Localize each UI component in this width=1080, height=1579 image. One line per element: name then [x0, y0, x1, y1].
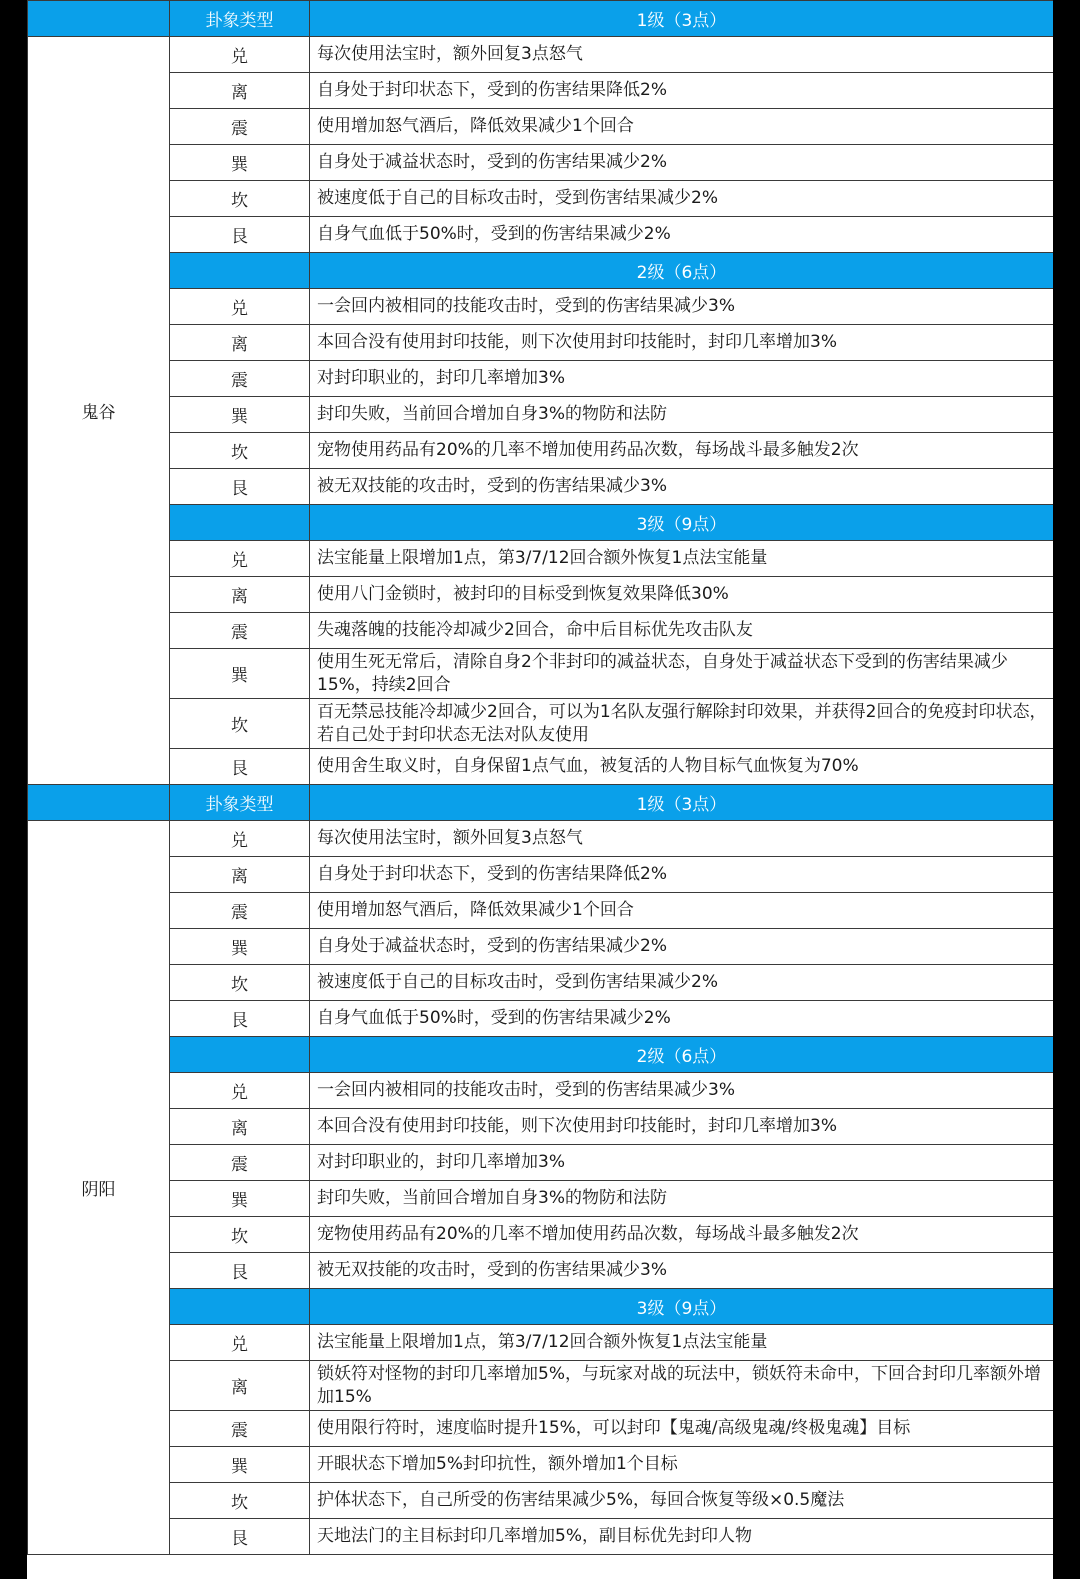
trigram-cell: 离: [170, 577, 310, 613]
trigram-cell: 坎: [170, 1217, 310, 1253]
trigram-cell: 兑: [170, 37, 310, 73]
table-row: [28, 1145, 1054, 1181]
trigram-cell: 艮: [170, 1253, 310, 1289]
trigram-cell: 艮: [170, 1001, 310, 1037]
effect-description: 一会回内被相同的技能攻击时，受到的伤害结果减少3%: [310, 1073, 1054, 1109]
level-title: 3级（9点）: [310, 505, 1054, 541]
table-row: [28, 145, 1054, 181]
header-blank-cell: [28, 785, 170, 821]
table-row: [28, 893, 1054, 929]
trigram-cell: 离: [170, 325, 310, 361]
level-header-row: [28, 1037, 1054, 1073]
table-row: [28, 469, 1054, 505]
trigram-cell: 巽: [170, 929, 310, 965]
table-row: [28, 613, 1054, 649]
trigram-cell: 坎: [170, 699, 310, 749]
trigram-cell: 离: [170, 857, 310, 893]
skill-table-sheet: [27, 0, 1053, 1579]
table-row: [28, 857, 1054, 893]
effect-description: 百无禁忌技能冷却减少2回合，可以为1名队友强行解除封印效果，并获得2回合的免疫封印状态，若自己处于封印状态无法对队友使用: [310, 699, 1054, 749]
table-row: [28, 217, 1054, 253]
effect-description: 使用舍生取义时，自身保留1点气血，被复活的人物目标气血恢复为70%: [310, 749, 1054, 785]
trigram-cell: 震: [170, 109, 310, 145]
level-header-row: [28, 505, 1054, 541]
effect-description: 封印失败，当前回合增加自身3%的物防和法防: [310, 397, 1054, 433]
effect-description: 自身处于封印状态下，受到的伤害结果降低2%: [310, 857, 1054, 893]
sect-name: 阴阳: [28, 821, 170, 1555]
table-row: [28, 1483, 1054, 1519]
trigram-cell: 震: [170, 361, 310, 397]
trigram-cell: 艮: [170, 749, 310, 785]
trigram-cell: 兑: [170, 1073, 310, 1109]
effect-description: 使用增加怒气酒后，降低效果减少1个回合: [310, 893, 1054, 929]
effect-description: 每次使用法宝时，额外回复3点怒气: [310, 37, 1054, 73]
header-type-label: 卦象类型: [170, 785, 310, 821]
trigram-cell: 艮: [170, 469, 310, 505]
trigram-cell: 坎: [170, 1483, 310, 1519]
level-header-row: [28, 253, 1054, 289]
trigram-cell: 巽: [170, 1181, 310, 1217]
table-row: [28, 1001, 1054, 1037]
level-title: 1级（3点）: [310, 1, 1054, 37]
table-row: [28, 749, 1054, 785]
effect-description: 开眼状态下增加5%封印抗性，额外增加1个目标: [310, 1447, 1054, 1483]
effect-description: 自身处于减益状态时，受到的伤害结果减少2%: [310, 929, 1054, 965]
effect-description: 自身处于减益状态时，受到的伤害结果减少2%: [310, 145, 1054, 181]
trigram-cell: 巽: [170, 397, 310, 433]
trigram-cell: 兑: [170, 821, 310, 857]
trigram-cell: 兑: [170, 541, 310, 577]
effect-description: 自身气血低于50%时，受到的伤害结果减少2%: [310, 1001, 1054, 1037]
effect-description: 天地法门的主目标封印几率增加5%，副目标优先封印人物: [310, 1519, 1054, 1555]
trigram-cell: 艮: [170, 217, 310, 253]
level-blank-cell: [170, 505, 310, 541]
table-row: [28, 1181, 1054, 1217]
trigram-cell: 震: [170, 1145, 310, 1181]
sect-name: 鬼谷: [28, 37, 170, 785]
header-type-label: 卦象类型: [170, 1, 310, 37]
table-row: [28, 649, 1054, 699]
trigram-cell: 坎: [170, 181, 310, 217]
section-header-row: [28, 1, 1054, 37]
effect-description: 锁妖符对怪物的封印几率增加5%，与玩家对战的玩法中，锁妖符未命中，下回合封印几率额外增加15%: [310, 1361, 1054, 1411]
trigram-cell: 震: [170, 1411, 310, 1447]
table-row: [28, 1447, 1054, 1483]
trigram-cell: 离: [170, 73, 310, 109]
effect-description: 对封印职业的，封印几率增加3%: [310, 361, 1054, 397]
table-row: [28, 1519, 1054, 1555]
trigram-cell: 坎: [170, 433, 310, 469]
trigram-cell: 艮: [170, 1519, 310, 1555]
table-row: [28, 699, 1054, 749]
trigram-cell: 巽: [170, 649, 310, 699]
table-row: [28, 109, 1054, 145]
level-title: 1级（3点）: [310, 785, 1054, 821]
trigram-cell: 震: [170, 613, 310, 649]
trigram-cell: 离: [170, 1109, 310, 1145]
table-row: [28, 929, 1054, 965]
table-row: [28, 1411, 1054, 1447]
level-title: 2级（6点）: [310, 253, 1054, 289]
table-row: [28, 577, 1054, 613]
effect-description: 被速度低于自己的目标攻击时，受到伤害结果减少2%: [310, 965, 1054, 1001]
effect-description: 对封印职业的，封印几率增加3%: [310, 1145, 1054, 1181]
header-blank-cell: [28, 1, 170, 37]
effect-description: 被速度低于自己的目标攻击时，受到伤害结果减少2%: [310, 181, 1054, 217]
table-row: [28, 37, 1054, 73]
effect-description: 法宝能量上限增加1点，第3/7/12回合额外恢复1点法宝能量: [310, 541, 1054, 577]
effect-description: 每次使用法宝时，额外回复3点怒气: [310, 821, 1054, 857]
table-row: [28, 325, 1054, 361]
section-header-row: [28, 785, 1054, 821]
effect-description: 一会回内被相同的技能攻击时，受到的伤害结果减少3%: [310, 289, 1054, 325]
table-row: [28, 821, 1054, 857]
effect-description: 本回合没有使用封印技能，则下次使用封印技能时，封印几率增加3%: [310, 325, 1054, 361]
trigram-cell: 兑: [170, 1325, 310, 1361]
table-row: [28, 1325, 1054, 1361]
effect-description: 被无双技能的攻击时，受到的伤害结果减少3%: [310, 1253, 1054, 1289]
effect-description: 宠物使用药品有20%的几率不增加使用药品次数，每场战斗最多触发2次: [310, 433, 1054, 469]
effect-description: 自身处于封印状态下，受到的伤害结果降低2%: [310, 73, 1054, 109]
table-row: [28, 965, 1054, 1001]
level-header-row: [28, 1289, 1054, 1325]
table-row: [28, 1073, 1054, 1109]
table-row: [28, 181, 1054, 217]
level-blank-cell: [170, 253, 310, 289]
trigram-cell: 兑: [170, 289, 310, 325]
effect-description: 使用增加怒气酒后，降低效果减少1个回合: [310, 109, 1054, 145]
table-row: [28, 289, 1054, 325]
effect-description: 使用限行符时，速度临时提升15%，可以封印【鬼魂/高级鬼魂/终极鬼魂】目标: [310, 1411, 1054, 1447]
table-row: [28, 1253, 1054, 1289]
trigram-cell: 巽: [170, 145, 310, 181]
trigram-skill-table: [27, 0, 1053, 1555]
trigram-cell: 震: [170, 893, 310, 929]
level-title: 3级（9点）: [310, 1289, 1054, 1325]
level-blank-cell: [170, 1037, 310, 1073]
table-row: [28, 433, 1054, 469]
effect-description: 本回合没有使用封印技能，则下次使用封印技能时，封印几率增加3%: [310, 1109, 1054, 1145]
effect-description: 法宝能量上限增加1点，第3/7/12回合额外恢复1点法宝能量: [310, 1325, 1054, 1361]
effect-description: 宠物使用药品有20%的几率不增加使用药品次数，每场战斗最多触发2次: [310, 1217, 1054, 1253]
effect-description: 使用生死无常后，清除自身2个非封印的减益状态，自身处于减益状态下受到的伤害结果减少15%，持续2回合: [310, 649, 1054, 699]
effect-description: 失魂落魄的技能冷却减少2回合，命中后目标优先攻击队友: [310, 613, 1054, 649]
effect-description: 护体状态下，自己所受的伤害结果减少5%，每回合恢复等级×0.5魔法: [310, 1483, 1054, 1519]
table-row: [28, 397, 1054, 433]
table-row: [28, 361, 1054, 397]
table-row: [28, 73, 1054, 109]
level-title: 2级（6点）: [310, 1037, 1054, 1073]
table-row: [28, 1109, 1054, 1145]
table-row: [28, 1361, 1054, 1411]
effect-description: 被无双技能的攻击时，受到的伤害结果减少3%: [310, 469, 1054, 505]
table-row: [28, 541, 1054, 577]
level-blank-cell: [170, 1289, 310, 1325]
trigram-cell: 离: [170, 1361, 310, 1411]
trigram-cell: 巽: [170, 1447, 310, 1483]
effect-description: 自身气血低于50%时，受到的伤害结果减少2%: [310, 217, 1054, 253]
effect-description: 封印失败，当前回合增加自身3%的物防和法防: [310, 1181, 1054, 1217]
table-row: [28, 1217, 1054, 1253]
effect-description: 使用八门金锁时，被封印的目标受到恢复效果降低30%: [310, 577, 1054, 613]
trigram-cell: 坎: [170, 965, 310, 1001]
